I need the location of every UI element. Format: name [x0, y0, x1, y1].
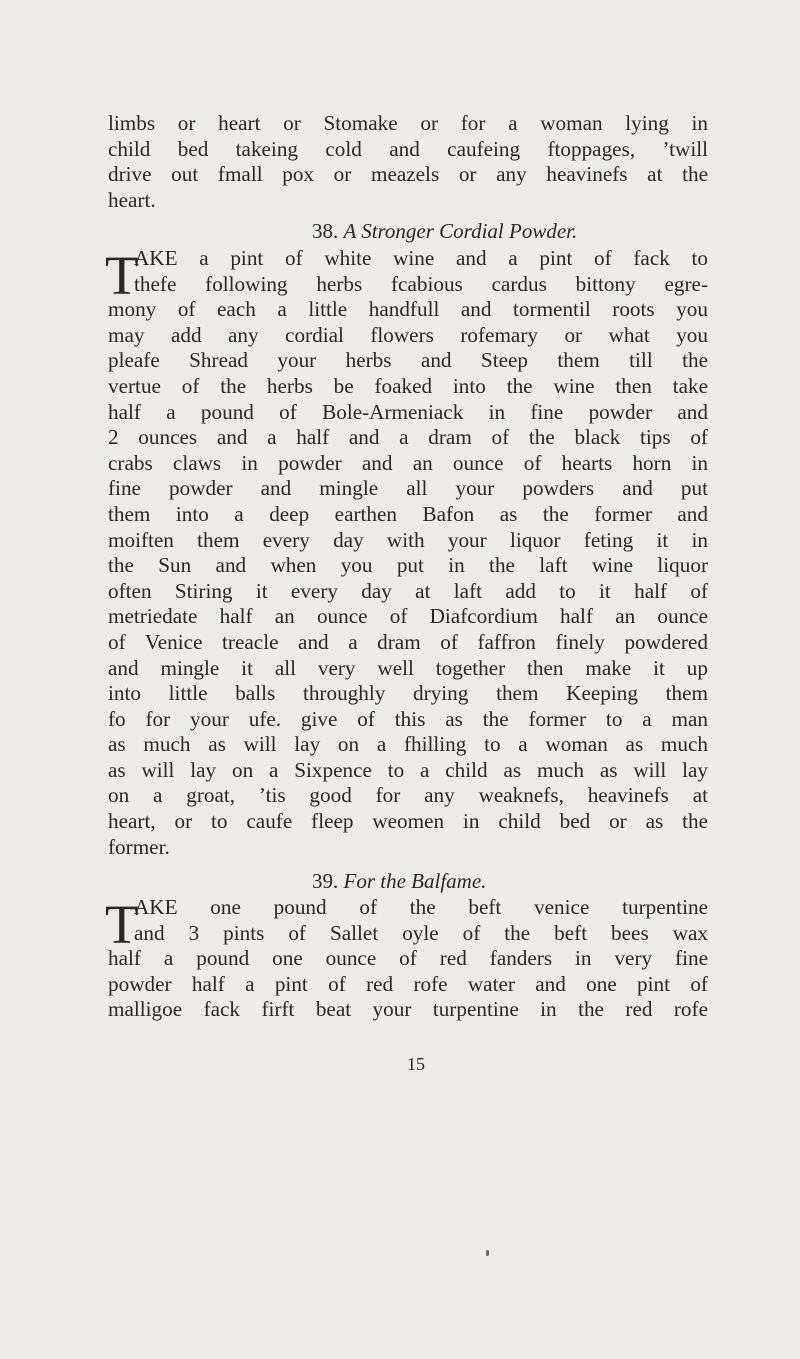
- recipe-title: For the Balfame.: [343, 869, 487, 893]
- recipe-number: 38.: [312, 219, 339, 243]
- drop-cap: T: [105, 245, 139, 306]
- text-line: may add any cordial flowers rofemary or what you: [108, 322, 708, 347]
- text-line: as much as will lay on a fhilling to a woman as much: [108, 732, 708, 757]
- text-line: limbs or heart or Stomake or for a woman lying in: [108, 111, 708, 135]
- recipe-number: 39.: [312, 869, 339, 893]
- text-line: of Venice treacle and a dram of faffron finely powdered: [108, 629, 708, 654]
- text-line: fo for your ufe. give of this as the former to a man: [108, 706, 708, 731]
- text-line: drive out fmall pox or meazels or any heavinefs at the: [108, 162, 708, 187]
- text-line: moiften them every day with your liquor feting it in: [108, 527, 708, 552]
- text-line: crabs claws in powder and an ounce of hearts horn in: [108, 450, 708, 475]
- text-line: heart, or to caufe fleep weomen in child bed or as the: [108, 809, 708, 834]
- text-line: and 3 pints of Sallet oyle of the beft bees wax: [134, 920, 708, 945]
- text-line: into little balls throughly drying them Keeping them: [108, 681, 708, 706]
- text-line: thefe following herbs fcabious cardus bittony egre-: [134, 271, 708, 296]
- text-line: the Sun and when you put in the laft wine liquor: [108, 553, 708, 578]
- text-line: 2 ounces and a half and a dram of the black tips of: [108, 425, 708, 450]
- text-line: AKE a pint of white wine and a pint of fack to: [134, 246, 708, 270]
- drop-cap: T: [105, 894, 139, 955]
- text-line: and mingle it all very well together then make it up: [108, 655, 708, 680]
- text-line: mony of each a little handfull and tormentil roots you: [108, 297, 708, 322]
- text-line: malligoe fack firft beat your turpentine in the red rofe: [108, 997, 708, 1022]
- recipe-38-heading: [312, 218, 577, 244]
- text-line: powder half a pint of red rofe water and one pint of: [108, 971, 708, 996]
- text-line: child bed takeing cold and caufeing ftoppages, ’twill: [108, 136, 708, 161]
- text-line: fine powder and mingle all your powders and put: [108, 476, 708, 501]
- text-line: AKE one pound of the beft venice turpentine: [134, 895, 708, 919]
- text-line: them into a deep earthen Bafon as the former and: [108, 501, 708, 526]
- recipe-38-body: [108, 246, 708, 860]
- text-line: pleafe Shread your herbs and Steep them till the: [108, 348, 708, 373]
- ink-speck: [486, 1250, 489, 1256]
- recipe-39-heading: [312, 868, 486, 894]
- recipe-title: A Stronger Cordial Powder.: [343, 219, 578, 243]
- intro-paragraph: [108, 111, 708, 213]
- text-line: on a groat, ’tis good for any weaknefs, heavinefs at: [108, 783, 708, 808]
- text-line: half a pound of Bole-Armeniack in fine powder and: [108, 399, 708, 424]
- text-line: vertue of the herbs be foaked into the wine then take: [108, 373, 708, 398]
- text-line: former.: [108, 834, 170, 859]
- page-number: 15: [407, 1054, 425, 1074]
- text-line: as will lay on a Sixpence to a child as much as will lay: [108, 757, 708, 782]
- text-line: often Stiring it every day at laft add to it half of: [108, 578, 708, 603]
- text-line: half a pound one ounce of red fanders in very fine: [108, 946, 708, 971]
- text-line: heart.: [108, 187, 156, 212]
- recipe-39-body: [108, 895, 708, 1023]
- text-line: metriedate half an ounce of Diafcordium half an ounce: [108, 604, 708, 629]
